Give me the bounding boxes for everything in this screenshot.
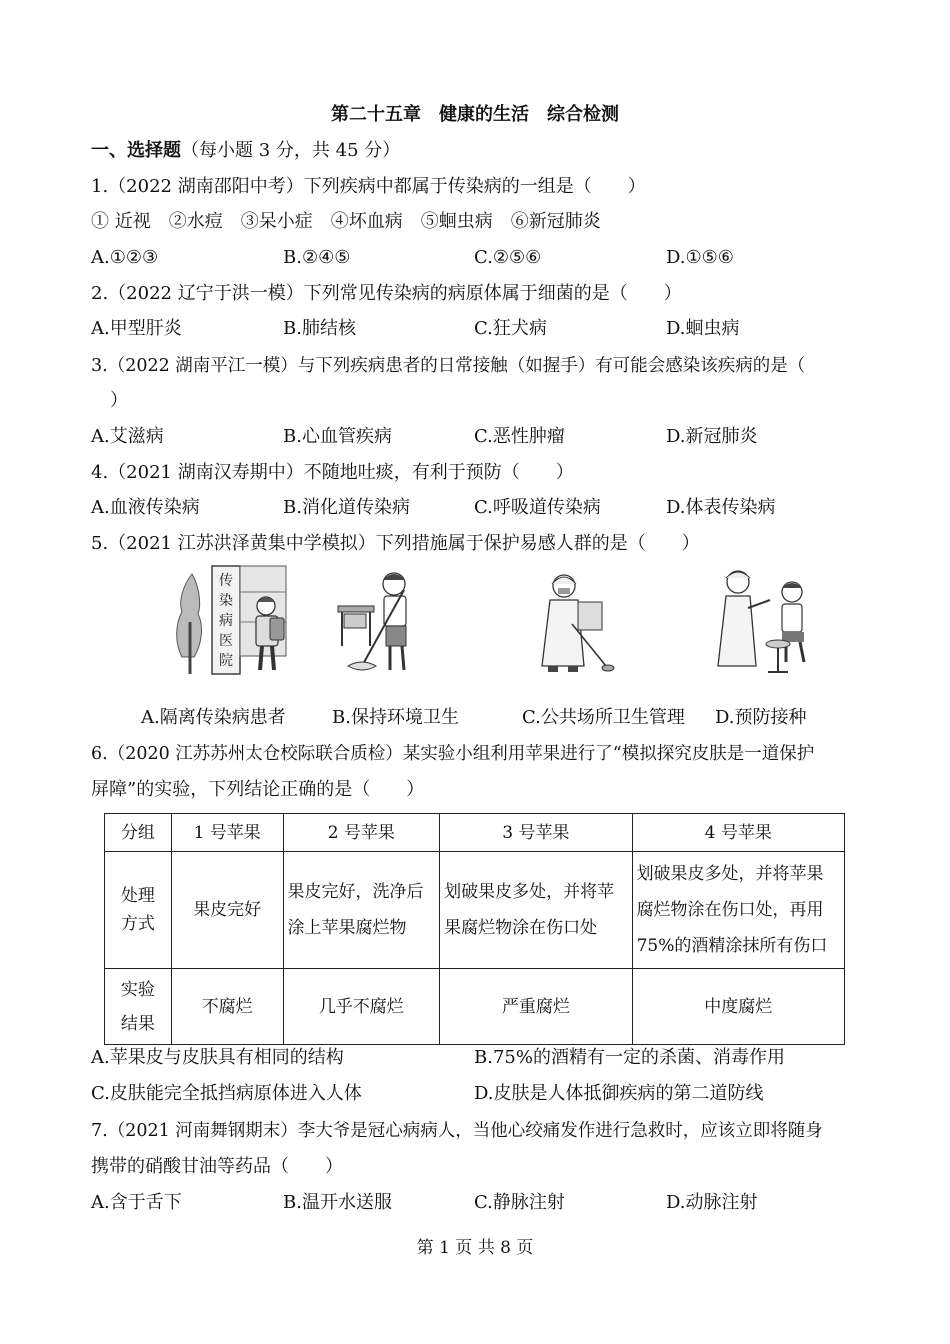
q7-option-c: C.静脉注射	[474, 1192, 565, 1213]
table-cell: 划破果皮多处，并将苹果腐烂物涂在伤口处	[440, 852, 632, 969]
sign-char-3: 病	[219, 613, 233, 629]
illustration-isolation	[172, 562, 300, 680]
table-header-cell: 4 号苹果	[632, 814, 844, 852]
section-note: （每小题 3 分，共 45 分）	[181, 140, 401, 161]
q6-option-c: C.皮肤能完全抵挡病原体进入人体	[91, 1083, 362, 1104]
q1-option-c: C.②⑤⑥	[474, 247, 542, 268]
q4-option-b: B.消化道传染病	[283, 497, 410, 518]
q3-stem-cont: ）	[110, 390, 128, 411]
q5-option-a: A.隔离传染病患者	[141, 707, 286, 728]
table-header-cell: 2 号苹果	[283, 814, 440, 852]
q5-stem: 5.（2021 江苏洪泽黄集中学模拟）下列措施属于保护易感人群的是（ ）	[91, 533, 700, 554]
table-row	[105, 969, 845, 1045]
q2-option-c: C.狂犬病	[474, 318, 547, 339]
q5-option-d: D.预防接种	[715, 707, 807, 728]
section-label: 一、选择题	[91, 140, 181, 161]
q1-option-a: A.①②③	[91, 247, 159, 268]
q2-option-b: B.肺结核	[283, 318, 356, 339]
q6-stem-line1: 6.（2020 江苏苏州太仓校际联合质检）某实验小组利用苹果进行了“模拟探究皮肤是一道保护	[91, 744, 815, 764]
q7-stem-line2: 携带的硝酸甘油等药品（ ）	[91, 1156, 343, 1177]
q4-stem: 4.（2021 湖南汉寿期中）不随地吐痰，有利于预防（ ）	[91, 462, 574, 483]
sign-char-2: 染	[219, 593, 233, 609]
illustration-cleaning	[334, 562, 430, 680]
q4-option-c: C.呼吸道传染病	[474, 497, 601, 518]
q7-option-a: A.含于舌下	[91, 1192, 182, 1213]
q3-option-b: B.心血管疾病	[283, 426, 392, 447]
sign-char-5: 院	[219, 653, 233, 669]
q3-option-a: A.艾滋病	[91, 426, 164, 447]
experiment-table	[104, 813, 845, 1045]
table-header-cell: 分组	[105, 814, 172, 852]
q5-option-c: C.公共场所卫生管理	[522, 707, 685, 728]
table-cell: 果皮完好	[171, 852, 283, 969]
table-cell: 划破果皮多处，并将苹果腐烂物涂在伤口处，再用 75%的酒精涂抹所有伤口	[632, 852, 844, 969]
illustration-vaccination	[712, 562, 816, 680]
page-footer: 第 1 页 共 8 页	[416, 1238, 534, 1258]
q2-option-a: A.甲型肝炎	[91, 318, 182, 339]
q4-option-d: D.体表传染病	[666, 497, 776, 518]
sign-char-4: 医	[219, 633, 233, 649]
q4-option-a: A.血液传染病	[91, 497, 200, 518]
q6-option-b: B.75%的酒精有一定的杀菌、消毒作用	[474, 1047, 785, 1068]
q3-option-d: D.新冠肺炎	[666, 426, 758, 447]
table-cell: 几乎不腐烂	[283, 969, 440, 1045]
table-row	[105, 852, 845, 969]
q7-option-b: B.温开水送服	[283, 1192, 392, 1213]
table-header-cell: 3 号苹果	[440, 814, 632, 852]
table-header-row	[105, 814, 845, 852]
q6-stem-line2: 屏障”的实验，下列结论正确的是（ ）	[91, 779, 425, 800]
table-row-label: 处理 方式	[105, 852, 172, 969]
illustration-sanitation	[522, 562, 622, 680]
table-cell: 不腐烂	[171, 969, 283, 1045]
q3-option-c: C.恶性肿瘤	[474, 426, 565, 447]
q1-stem: 1.（2022 湖南邵阳中考）下列疾病中都属于传染病的一组是（ ）	[91, 176, 646, 197]
table-cell: 严重腐烂	[440, 969, 632, 1045]
q1-option-b: B.②④⑤	[283, 247, 351, 268]
q6-option-d: D.皮肤是人体抵御疾病的第二道防线	[474, 1083, 764, 1104]
table-row-label: 实验 结果	[105, 969, 172, 1045]
q7-stem-line1: 7.（2021 河南舞钢期末）李大爷是冠心病病人，当他心绞痛发作进行急救时，应该立即将随身	[91, 1121, 823, 1141]
page-title: 第二十五章 健康的生活 综合检测	[331, 104, 619, 125]
section-heading	[91, 138, 400, 164]
q1-option-d: D.①⑤⑥	[666, 247, 734, 268]
q2-stem: 2.（2022 辽宁于洪一模）下列常见传染病的病原体属于细菌的是（ ）	[91, 283, 682, 304]
q5-option-b: B.保持环境卫生	[332, 707, 459, 728]
sign-char-1: 传	[219, 573, 233, 589]
table-cell: 果皮完好，洗净后涂上苹果腐烂物	[283, 852, 440, 969]
q6-option-a: A.苹果皮与皮肤具有相同的结构	[91, 1047, 344, 1068]
q2-option-d: D.蛔虫病	[666, 318, 740, 339]
table-header-cell: 1 号苹果	[171, 814, 283, 852]
q1-items: ① 近视 ②水痘 ③呆小症 ④坏血病 ⑤蛔虫病 ⑥新冠肺炎	[91, 211, 601, 232]
table-cell: 中度腐烂	[632, 969, 844, 1045]
q7-option-d: D.动脉注射	[666, 1192, 758, 1213]
q3-stem: 3.（2022 湖南平江一模）与下列疾病患者的日常接触（如握手）有可能会感染该疾病的是（	[91, 356, 806, 376]
